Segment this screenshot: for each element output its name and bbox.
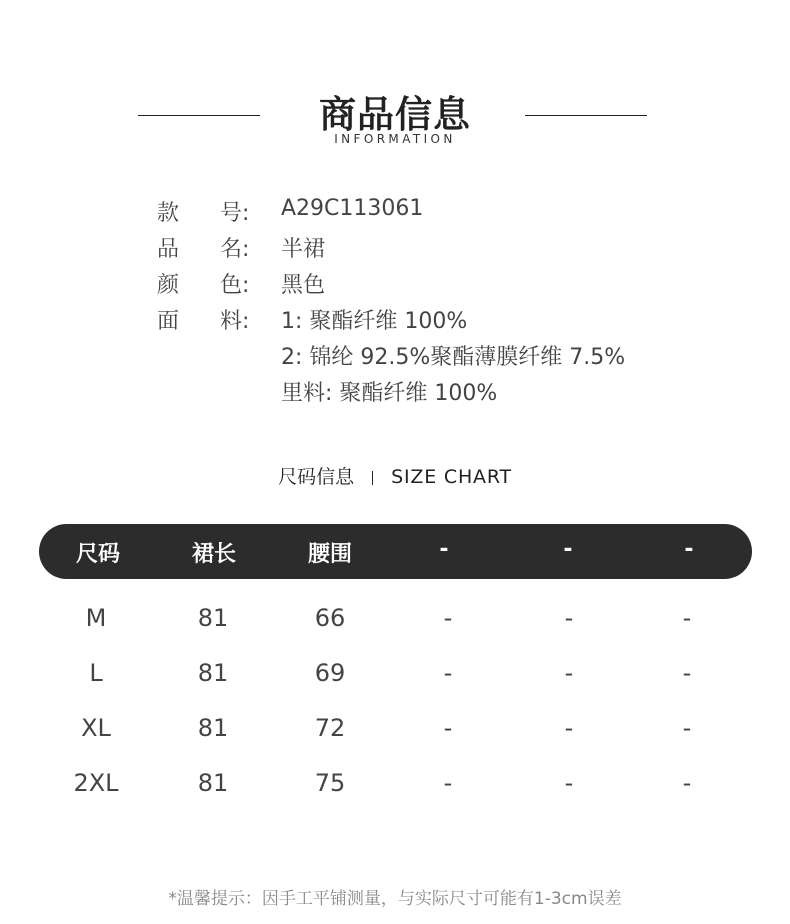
table-cell: -	[564, 769, 574, 797]
table-row	[39, 659, 752, 699]
table-cell: 72	[314, 714, 346, 742]
table-cell: -	[682, 769, 692, 797]
info-value: 半裙	[281, 237, 326, 262]
info-label: 颜	[157, 273, 180, 298]
section-subtitle: INFORMATION	[334, 132, 456, 146]
table-row	[39, 769, 752, 809]
size-chart-title-en: SIZE CHART	[391, 466, 512, 488]
table-cell: 81	[197, 659, 229, 687]
info-value: A29C113061	[281, 196, 424, 221]
info-value: 1: 聚酯纤维 100%	[281, 309, 468, 334]
table-cell: 66	[314, 604, 346, 632]
table-cell: -	[682, 714, 692, 742]
table-cell: 75	[314, 769, 346, 797]
measurement-note: *温馨提示：因手工平铺测量，与实际尺寸可能有1-3cm误差	[168, 889, 622, 909]
table-row	[39, 604, 752, 644]
size-chart-title-cn: 尺码信息	[278, 466, 355, 488]
table-cell: 81	[197, 714, 229, 742]
table-header-cell: -	[439, 537, 449, 562]
table-cell: -	[682, 604, 692, 632]
table-cell: -	[682, 659, 692, 687]
table-cell: 81	[197, 604, 229, 632]
table-cell: -	[564, 659, 574, 687]
info-label: 色:	[220, 273, 250, 298]
table-cell: -	[443, 714, 453, 742]
heading-separator	[372, 471, 373, 485]
section-title: 商品信息	[319, 93, 471, 136]
table-cell: 69	[314, 659, 346, 687]
table-cell: -	[564, 714, 574, 742]
table-header-cell: 尺码	[75, 542, 120, 567]
table-cell: -	[443, 659, 453, 687]
info-value: 2: 锦纶 92.5%聚酯薄膜纤维 7.5%	[281, 345, 626, 370]
table-cell: 81	[197, 769, 229, 797]
table-header-cell: -	[563, 537, 573, 562]
table-header-cell: 裙长	[191, 542, 236, 567]
info-value: 里料: 聚酯纤维 100%	[281, 381, 498, 406]
table-cell: L	[89, 659, 103, 687]
info-label: 品	[157, 237, 180, 262]
table-cell: -	[443, 769, 453, 797]
table-cell: M	[85, 604, 107, 632]
table-row	[39, 714, 752, 754]
table-cell: 2XL	[73, 769, 119, 797]
table-header-cell: 腰围	[307, 542, 352, 567]
table-cell: XL	[81, 714, 111, 742]
info-label: 名:	[220, 237, 250, 262]
info-label: 面	[157, 309, 180, 334]
info-label: 款	[157, 201, 180, 226]
table-cell: -	[443, 604, 453, 632]
size-table-header	[39, 524, 752, 579]
size-chart-heading	[0, 462, 790, 489]
info-value: 黑色	[281, 273, 326, 298]
table-cell: -	[564, 604, 574, 632]
info-label: 号:	[220, 201, 250, 226]
info-label: 料:	[220, 309, 250, 334]
table-header-cell: -	[684, 537, 694, 562]
